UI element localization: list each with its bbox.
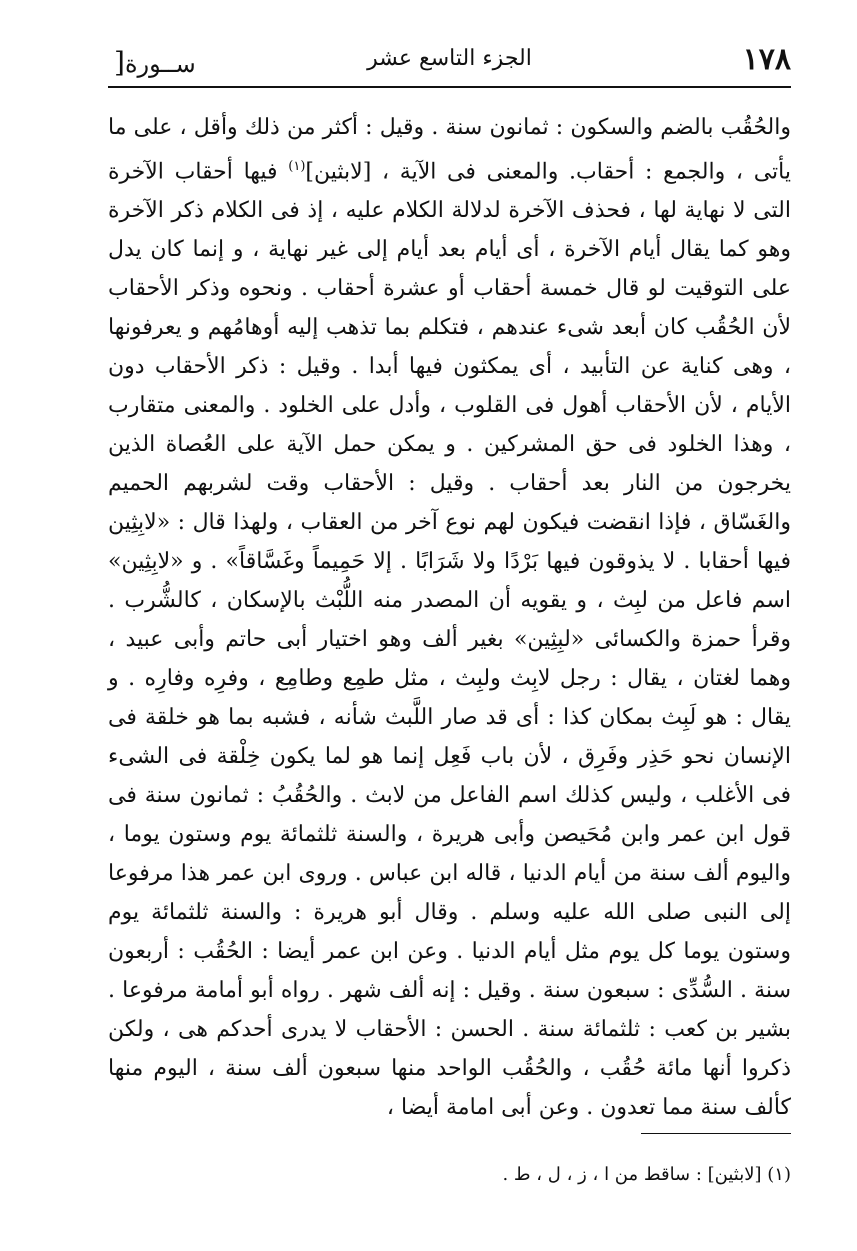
footnote-number: (١) (767, 1164, 791, 1185)
footnote-text: [لابثين] : ساقط من ا ، ز ، ل ، ط . (502, 1164, 762, 1185)
surah-label: ســورة (124, 50, 196, 78)
body-segment: فيها أحقاب الآخرة التى لا نهاية لها ، فحذف الآخرة لدلالة الكلام عليه ، إذ فى الكلام ذكر الآخرة وهو كما يقال أيام الآخرة ، أى أيام بعد أيام إلى غير نهاية ، و إنما كان يدل على التوقيت لو قال خمسة أحقاب أو عشرة أحقاب . ونحوه وذكر الأحقاب لأن الحُقُب كان أبعد شىء عندهم ، فتكلم بما تذهب إليه أوهامُهم و يعرفونها ، وهى كناية عن التأبيد ، أى يمكثون فيها أبدا . وقيل : ذكر الأحقاب دون الأيام ، لأن الأحقاب أهول فى القلوب ، وأدل على الخلود . والمعنى متقارب ، وهذا الخلود فى حق المشركين . و يمكن حمل الآية على العُصاة الذين يخرجون من النار بعد أحقاب . وقيل : الأحقاب وقت لشربهم الحميم والغَسّاق ، فإذا انقضت فيكون لهم نوع آخر من العقاب ، ولهذا قال : «لابِثِين فيها أحقابا . لا يذوقون فيها بَرْدًا ولا شَرَابًا . إلا حَمِيماً وغَسَّاقاً» . و «لابِثِين» اسم فاعل من لبِث ، و يقويه أن المصدر منه اللُّبْث بالإسكان ، كالشُّرب . وقرأ حمزة والكسائى «لبِثِين» بغير ألف وهو اختيار أبى حاتم وأبى عبيد ، وهما لغتان ، يقال : رجل لابِث ولبِث ، مثل طمِع وطامِع ، وفرِه وفارِه . و يقال : هو لَبِث بمكان كذا : أى قد صار اللَّبث شأنه ، فشبه بما هو خلقة فى الإنسان نحو حَذِر وفَرِق ، لأن باب فَعِل إنما هو لما يكون خِلْقة فى الشىء فى الأغلب ، وليس كذلك اسم الفاعل من لابث . والحُقُبُ : ثمانون سنة فى قول ابن عمر وابن مُحَيصن وأبى هريرة ، والسنة ثلثمائة يوم وستون يوما ، واليوم ألف سنة من أيام الدنيا ، قاله ابن عباس . وروى ابن عمر هذا مرفوعا إلى النبى صلى الله عليه وسلم . وقال أبو هريرة : والسنة ثلثمائة يوم وستون يوما كل يوم مثل أيام الدنيا . وعن ابن عمر أيضا : الحُقُب : أربعون سنة . السُّدِّى : سبعون سنة . وقيل : إنه ألف شهر . رواه أبو أمامة مرفوعا . بشير بن كعب : ثلثمائة سنة . الحسن : الأحقاب لا يدرى أحدكم هى ، ولكن ذكروا أنها مائة حُقُب ، والحُقُب الواحد منها سبعون ألف سنة ، اليوم منها كألف سنة مما تعدون . وعن أبى امامة أيضا ، (108, 159, 791, 1121)
page-number: ١٧٨ (742, 42, 791, 77)
body-text (108, 108, 791, 1127)
surah-bracket: [ (114, 46, 125, 79)
footnote-rule (641, 1133, 791, 1134)
header-rule (108, 86, 791, 88)
footnote (108, 1164, 791, 1185)
body-paragraph (108, 108, 791, 1127)
footnote-marker: (١) (288, 159, 306, 174)
page-header (108, 38, 791, 86)
body-segment: والحُقُب بالضم والسكون : ثمانون سنة . وقيل : أكثر من ذلك وأقل ، على ما يأتى ، والجمع : أحقاب. والمعنى فى الآية ، [لابثين] (108, 115, 791, 185)
part-title: الجزء التاسع عشر (367, 46, 532, 71)
surah-title (108, 46, 196, 79)
